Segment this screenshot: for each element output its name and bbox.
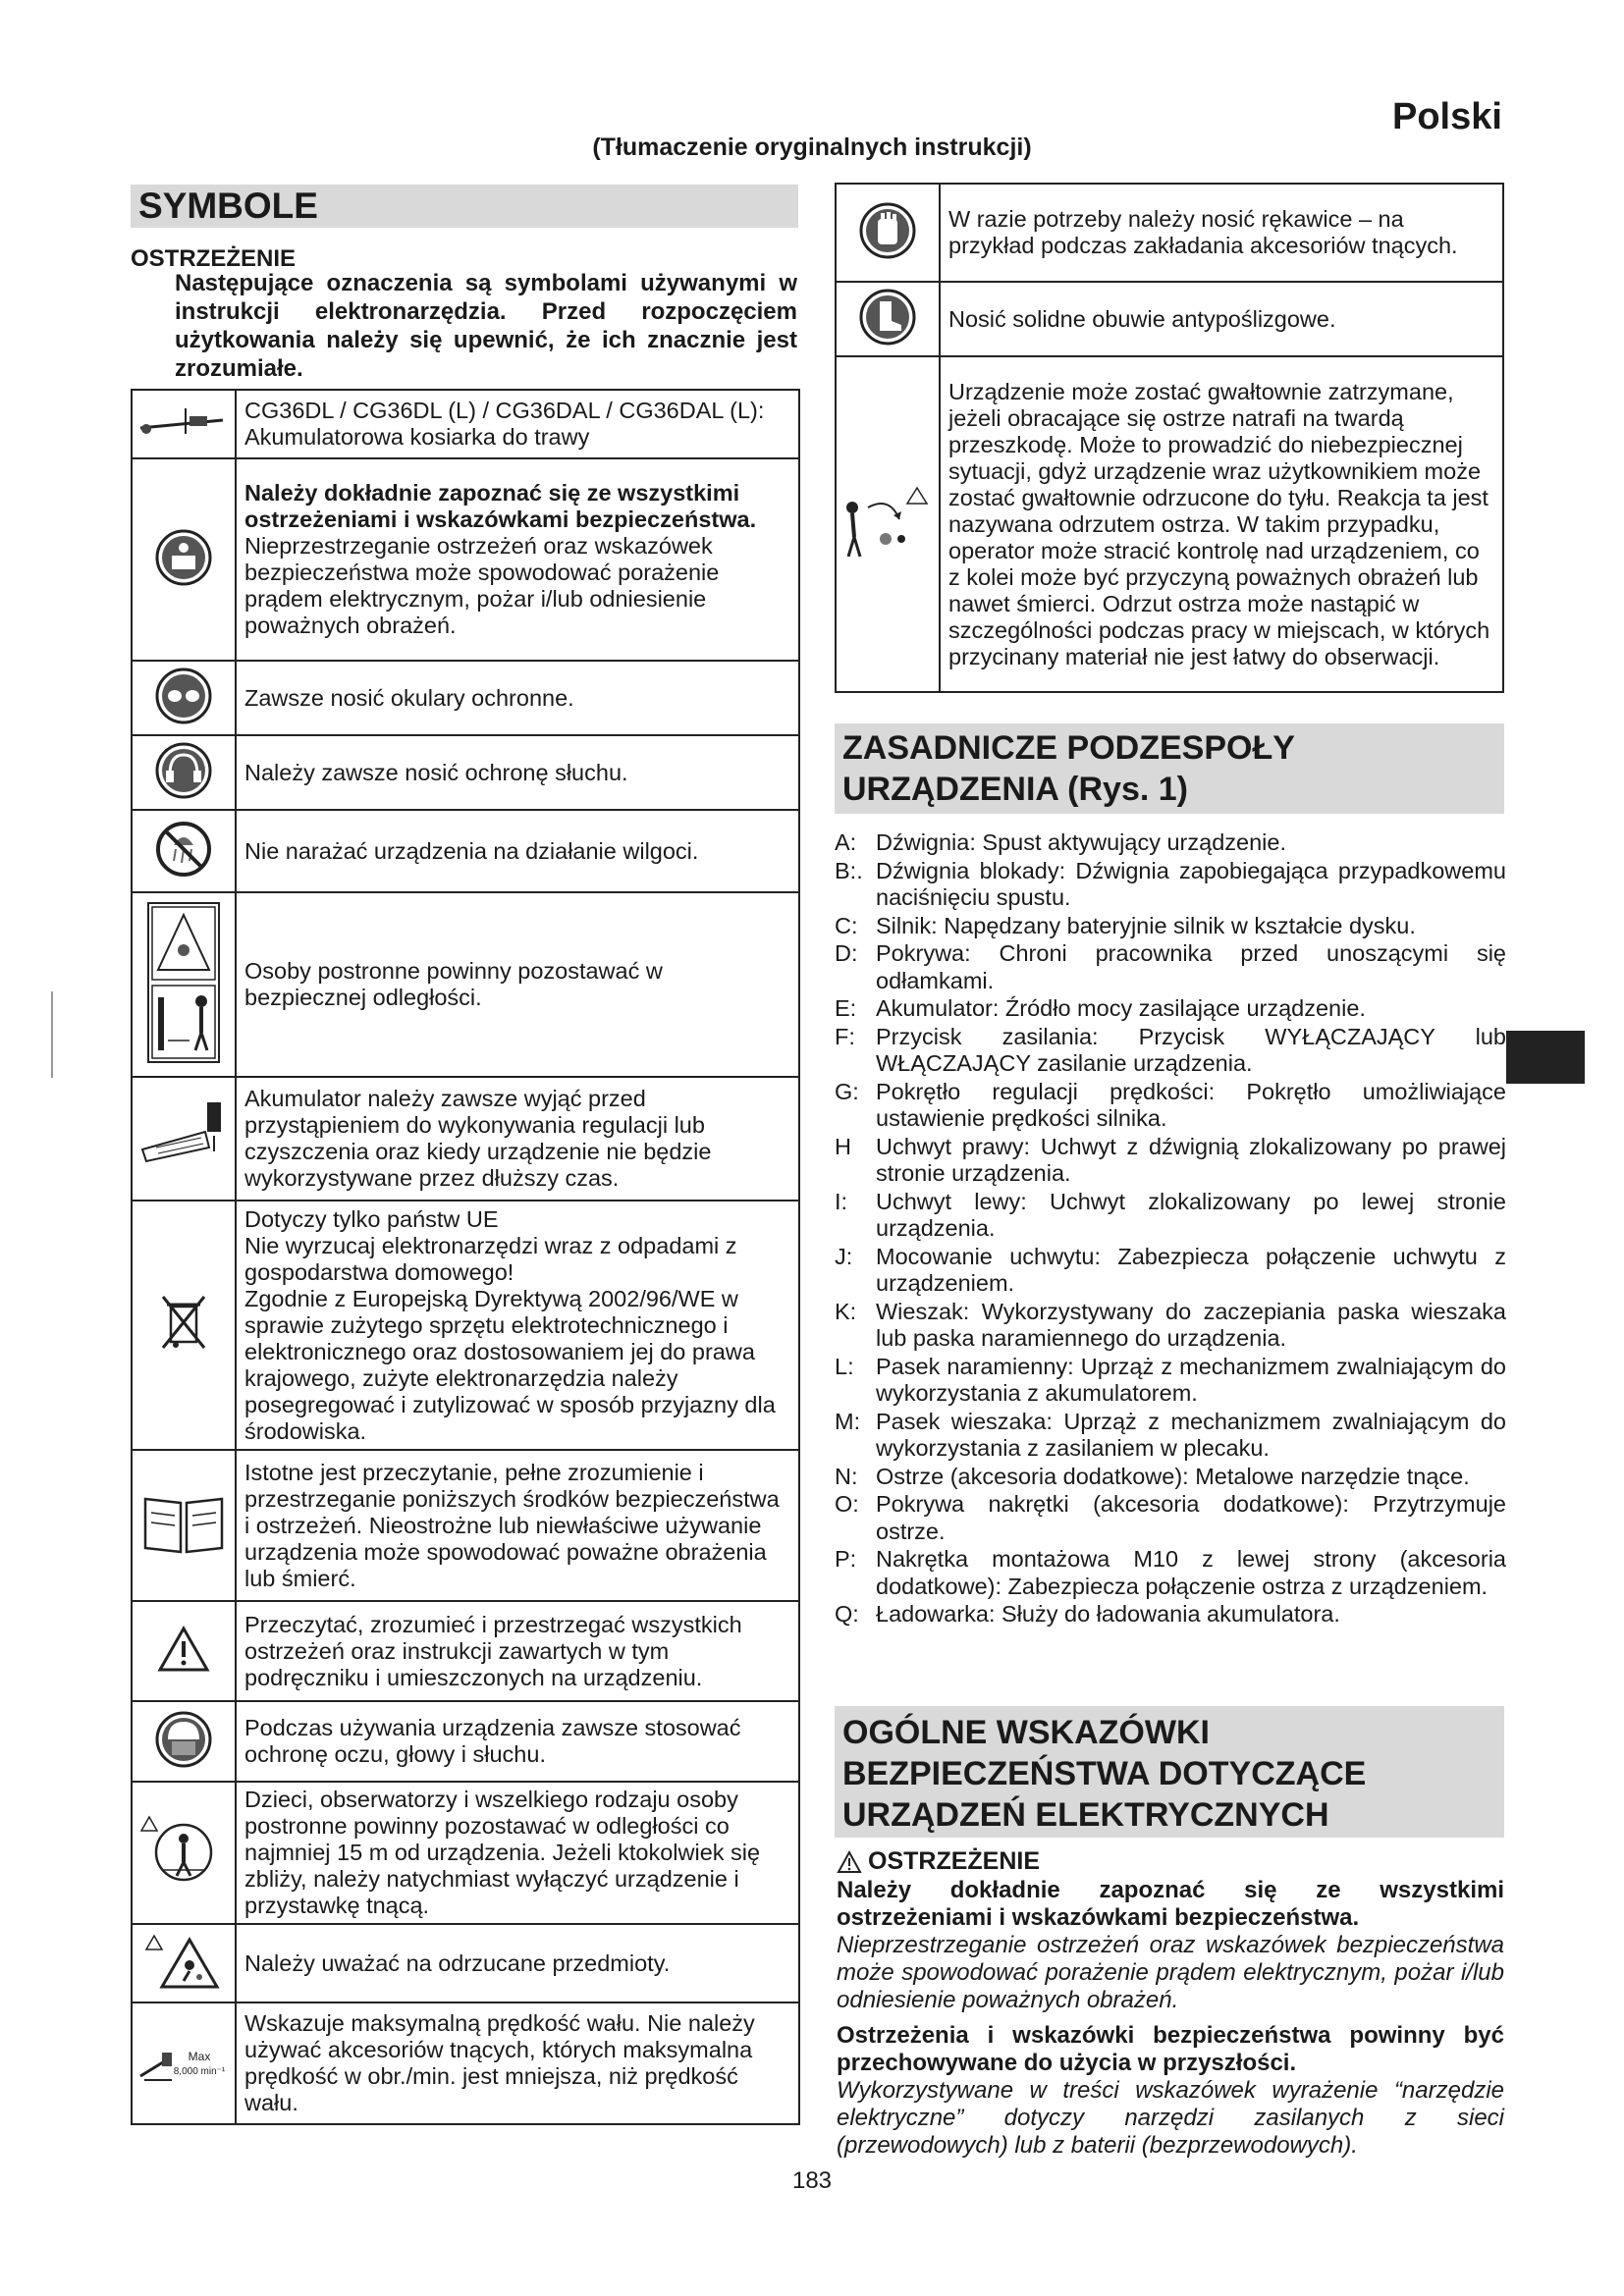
symbol-row xyxy=(132,1077,799,1201)
component-item xyxy=(835,913,1506,940)
symbol-description: Podczas używania urządzenia zawsze stosować ochronę oczu, głowy i słuchu. xyxy=(236,1701,799,1782)
component-item xyxy=(835,1546,1506,1600)
language-tab-marker xyxy=(1506,1031,1585,1084)
symbol-row xyxy=(132,390,799,458)
symbol-row xyxy=(132,1450,799,1601)
general-safety-body xyxy=(837,1877,1504,2160)
symbols-section-title: SYMBOLE xyxy=(131,185,798,228)
components-title-line2: URZĄDZENIA (Rys. 1) xyxy=(842,771,1188,808)
component-description: Nakrętka montażowa M10 z lewej strony (akcesoria dodatkowe): Zabezpiecza połączenie ostrza z urządzeniem. xyxy=(876,1546,1506,1599)
symbols-warning-label: OSTRZEŻENIE xyxy=(131,245,297,272)
general-title-line2: BEZPIECZEŃSTWA DOTYCZĄCE xyxy=(842,1755,1367,1792)
component-key: H xyxy=(835,1133,851,1159)
general-title-line3: URZĄDZEŃ ELEKTRYCZNYCH xyxy=(842,1796,1329,1834)
component-item xyxy=(835,1134,1506,1188)
component-item xyxy=(835,1409,1506,1463)
component-description: Wieszak: Wykorzystywany do zaczepiania paska wieszaka lub paska naramiennego do urządzenia. xyxy=(876,1298,1506,1351)
language-label: Polski xyxy=(1392,96,1502,137)
symbol-description: Nie narażać urządzenia na działanie wilgoci. xyxy=(236,810,799,892)
symbol-row xyxy=(132,1601,799,1701)
general-title-line1: OGÓLNE WSKAZÓWKI xyxy=(842,1714,1210,1751)
page-number: 183 xyxy=(791,2167,833,2194)
boots-icon xyxy=(836,282,940,356)
component-description: Przycisk zasilania: Przycisk WYŁĄCZAJĄCY lub WŁĄCZAJĄCY zasilanie urządzenia. xyxy=(876,1023,1506,1076)
component-description: Akumulator: Źródło mocy zasilające urządzenie. xyxy=(876,995,1366,1021)
component-item xyxy=(835,1299,1506,1353)
read-manual-icon xyxy=(132,458,236,661)
component-key: J: xyxy=(835,1243,853,1269)
component-key: N: xyxy=(835,1463,858,1489)
component-description: Dźwignia blokady: Dźwignia zapobiegająca przypadkowemu naciśnięciu spustu. xyxy=(876,857,1506,910)
warning-triangle-icon xyxy=(132,1601,236,1701)
component-description: Pokrętło regulacji prędkości: Pokrętło umożliwiające ustawienie prędkości silnika. xyxy=(876,1078,1506,1131)
symbol-row xyxy=(836,356,1503,692)
symbol-row xyxy=(836,184,1503,282)
component-item xyxy=(835,1601,1506,1629)
general-warning-heading xyxy=(837,1847,1040,1876)
scan-edge-line xyxy=(51,991,53,1078)
kickback-icon xyxy=(836,356,940,692)
symbols-table-left xyxy=(131,389,800,2125)
components-section-title xyxy=(835,723,1504,814)
component-item xyxy=(835,995,1506,1023)
symbol-description: Nosić solidne obuwie antypoślizgowe. xyxy=(940,282,1503,356)
keep-bystanders-away-icon xyxy=(132,892,236,1077)
trimmer-icon xyxy=(132,390,236,458)
symbol-row xyxy=(132,735,799,810)
component-key: F: xyxy=(835,1023,855,1049)
symbol-row xyxy=(132,892,799,1077)
symbol-description: Akumulator należy zawsze wyjąć przed przystąpieniem do wykonywania regulacji lub czyszczenia oraz kiedy urządzenie nie będzie wykorzystywane przez dłuższy czas. xyxy=(236,1077,799,1201)
safety-glasses-icon xyxy=(132,661,236,735)
document-subtitle: (Tłumaczenie oryginalnych instrukcji) xyxy=(592,133,1032,161)
symbol-description: CG36DL / CG36DL (L) / CG36DAL / CG36DAL (L): Akumulatorowa kosiarka do trawy xyxy=(236,390,799,458)
components-title-line1: ZASADNICZE PODZESPOŁY xyxy=(842,729,1295,767)
ear-protection-icon xyxy=(132,735,236,810)
symbol-description: Wskazuje maksymalną prędkość wału. Nie należy używać akcesoriów tnących, których maksymalna prędkość w obr./min. jest mniejsza, niż prędkość wału. xyxy=(236,2002,799,2124)
symbol-row xyxy=(132,1782,799,1924)
symbol-description: Osoby postronne powinny pozostawać w bezpiecznej odległości. xyxy=(236,892,799,1077)
general-safety-section-title xyxy=(835,1706,1504,1838)
component-key: A: xyxy=(835,829,857,855)
component-key: B:. xyxy=(835,857,863,883)
component-description: Silnik: Napędzany bateryjnie silnik w kształcie dysku. xyxy=(876,912,1416,938)
symbol-description: Dzieci, obserwatorzy i wszelkiego rodzaju osoby postronne powinny pozostawać w odległości co najmniej 15 m od urządzenia. Jeżeli ktokolwiek się zbliży, należy natychmiast wyłączyć urządzenie i przystawkę tnącą. xyxy=(236,1782,799,1924)
symbol-row xyxy=(132,1201,799,1450)
component-key: E: xyxy=(835,995,857,1021)
component-key: I: xyxy=(835,1188,848,1214)
open-book-icon xyxy=(132,1450,236,1601)
remove-battery-icon xyxy=(132,1077,236,1201)
symbol-description: Należy uważać na odrzucane przedmioty. xyxy=(236,1924,799,2002)
symbol-description xyxy=(236,458,799,661)
component-item xyxy=(835,1464,1506,1491)
max-speed-icon xyxy=(132,2002,236,2124)
component-description: Mocowanie uchwytu: Zabezpiecza połączenie uchwytu z urządzeniem. xyxy=(876,1243,1506,1296)
component-key: P: xyxy=(835,1546,857,1572)
distance-15m-icon xyxy=(132,1782,236,1924)
symbol-description: Przeczytać, zrozumieć i przestrzegać wszystkich ostrzeżeń oraz instrukcji zawartych w tym podręczniku i umieszczonych na urządzeniu. xyxy=(236,1601,799,1701)
symbol-row xyxy=(132,661,799,735)
component-description: Uchwyt prawy: Uchwyt z dźwignią zlokalizowany po prawej stronie urządzenia. xyxy=(876,1133,1506,1186)
symbol-row xyxy=(132,2002,799,2124)
component-description: Pokrywa nakrętki (akcesoria dodatkowe): Przytrzymuje ostrze. xyxy=(876,1491,1506,1544)
component-item xyxy=(835,1354,1506,1408)
component-item xyxy=(835,1244,1506,1298)
symbol-row xyxy=(132,810,799,892)
component-item xyxy=(835,1024,1506,1078)
max-icon-label: Max xyxy=(188,2049,211,2063)
component-description: Pasek naramienny: Uprząż z mechanizmem zwalniającym do wykorzystania z akumulatorem. xyxy=(876,1353,1506,1406)
components-list xyxy=(835,829,1506,1629)
symbol-row xyxy=(836,282,1503,356)
component-description: Pasek wieszaka: Uprząż z mechanizmem zwalniającym do wykorzystania z zasilaniem w plecaku. xyxy=(876,1408,1506,1461)
head-protection-icon xyxy=(132,1701,236,1782)
weee-bin-icon xyxy=(132,1201,236,1450)
general-italic-1: Nieprzestrzeganie ostrzeżeń oraz wskazówek bezpieczeństwa może spowodować porażenie prądem elektrycznym, pożar i/lub odniesienie poważnych obrażeń. xyxy=(837,1932,1504,2013)
symbol-description: Urządzenie może zostać gwałtownie zatrzymane, jeżeli obracające się ostrze natrafi na twardą przeszkodę. Może to prowadzić do niebezpiecznej sytuacji, gdyż urządzenie wraz użytkownikiem może zostać gwałtownie odrzucone do tyłu. Reakcja ta jest nazywana odrzutem ostrza. W takim przypadku, operator może stracić kontrolę nad urządzeniem, co z kolei może być przyczyną poważnych obrażeń lub nawet śmierci. Odrzut ostrza może nastąpić w szczególności podczas pracy w miejscach, w których przycinany materiał nie jest łatwy do obserwacji. xyxy=(940,356,1503,692)
component-item xyxy=(835,858,1506,912)
symbol-row xyxy=(132,458,799,661)
component-key: Q: xyxy=(835,1601,859,1627)
symbol-row xyxy=(132,1924,799,2002)
general-warning-label: OSTRZEŻENIE xyxy=(868,1847,1041,1875)
symbols-warning-text: Następujące oznaczenia są symbolami używanymi w instrukcji elektronarzędzia. Przed rozpoczęciem użytkowania należy się upewnić, że ich znacznie jest zrozumiałe. xyxy=(175,270,797,382)
symbols-table-right xyxy=(835,183,1504,693)
component-description: Pokrywa: Chroni pracownika przed unoszącymi się odłamkami. xyxy=(876,940,1506,993)
warning-triangle-icon xyxy=(837,1850,862,1874)
component-key: D: xyxy=(835,940,858,966)
component-key: C: xyxy=(835,912,858,938)
component-key: K: xyxy=(835,1298,857,1324)
no-rain-icon xyxy=(132,810,236,892)
component-description: Ostrze (akcesoria dodatkowe): Metalowe narzędzie tnące. xyxy=(876,1463,1470,1489)
component-description: Uchwyt lewy: Uchwyt zlokalizowany po lewej stronie urządzenia. xyxy=(876,1188,1506,1241)
component-key: G: xyxy=(835,1078,859,1104)
symbol-description: Należy zawsze nosić ochronę słuchu. xyxy=(236,735,799,810)
general-bold-1: Należy dokładnie zapoznać się ze wszystkimi ostrzeżeniami i wskazówkami bezpieczeństwa. xyxy=(837,1877,1504,1931)
gloves-icon xyxy=(836,184,940,282)
max-icon-speed: 8,000 min⁻¹ xyxy=(173,2065,226,2077)
thrown-objects-icon xyxy=(132,1924,236,2002)
general-bold-2: Ostrzeżenia i wskazówki bezpieczeństwa powinny być przechowywane do użycia w przyszłości. xyxy=(837,2022,1504,2076)
symbol-description-text: Nieprzestrzeganie ostrzeżeń oraz wskazówek bezpieczeństwa może spowodować porażenie prądem elektrycznym, pożar i/lub odniesienie poważnych obrażeń. xyxy=(244,533,720,638)
symbol-description: Dotyczy tylko państw UE Nie wyrzucaj elektronarzędzi wraz z odpadami z gospodarstwa domowego! Zgodnie z Europejską Dyrektywą 2002/96/WE w sprawie zużytego sprzętu elektrotechnicznego i elektronicznego oraz dostosowaniem jej do prawa krajowego, zużyte elektronarzędzia należy posegregować i zutylizować w sposób przyjazny dla środowiska. xyxy=(236,1201,799,1450)
component-key: L: xyxy=(835,1353,854,1379)
component-key: O: xyxy=(835,1491,859,1517)
general-italic-2: Wykorzystywane w treści wskazówek wyrażenie “narzędzie elektryczne” dotyczy narzędzi zasilanych z sieci (przewodowych) lub z baterii (bezprzewodowych). xyxy=(837,2077,1504,2159)
symbol-description: Istotne jest przeczytanie, pełne zrozumienie i przestrzeganie poniższych środków bezpieczeństwa i ostrzeżeń. Nieostrożne lub niewłaściwe używanie urządzenia może spowodować poważne obrażenia lub śmierć. xyxy=(236,1450,799,1601)
component-key: M: xyxy=(835,1408,861,1434)
component-item xyxy=(835,1079,1506,1133)
component-item xyxy=(835,1189,1506,1243)
component-description: Dźwignia: Spust aktywujący urządzenie. xyxy=(876,829,1286,855)
component-item xyxy=(835,829,1506,857)
component-description: Ładowarka: Służy do ładowania akumulatora. xyxy=(876,1601,1340,1627)
symbol-description: W razie potrzeby należy nosić rękawice – na przykład podczas zakładania akcesoriów tnących. xyxy=(940,184,1503,282)
component-item xyxy=(835,1491,1506,1545)
symbol-row xyxy=(132,1701,799,1782)
symbol-description: Zawsze nosić okulary ochronne. xyxy=(236,661,799,735)
symbol-description-bold: Należy dokładnie zapoznać się ze wszystkimi ostrzeżeniami i wskazówkami bezpieczeństwa. xyxy=(244,480,757,532)
component-item xyxy=(835,940,1506,994)
